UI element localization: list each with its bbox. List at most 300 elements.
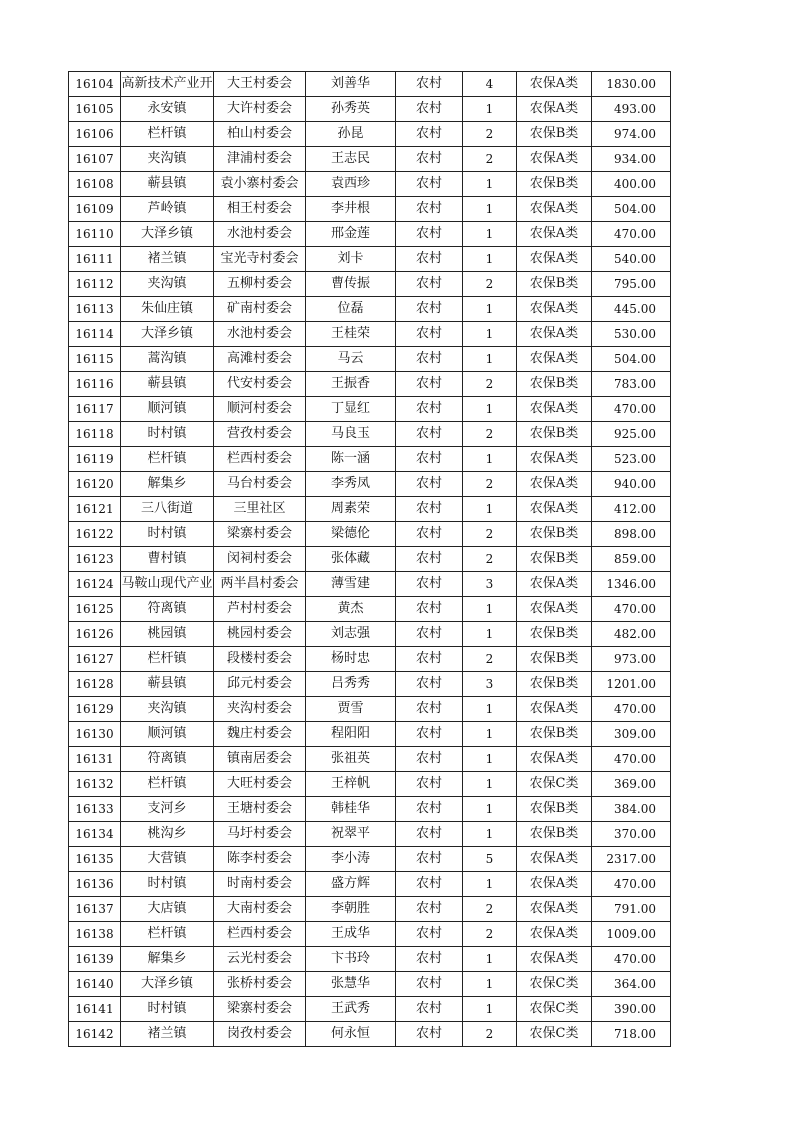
town-cell: 褚兰镇 xyxy=(121,1022,214,1047)
table-row xyxy=(69,322,671,347)
household-count-cell: 1 xyxy=(463,997,517,1022)
amount-cell: 523.00 xyxy=(592,447,671,472)
amount-cell: 934.00 xyxy=(592,147,671,172)
amount-cell: 974.00 xyxy=(592,122,671,147)
household-type-cell: 农村 xyxy=(396,872,463,897)
insurance-category-cell: 农保A类 xyxy=(517,922,592,947)
town-cell: 夹沟镇 xyxy=(121,272,214,297)
insurance-category-cell: 农保B类 xyxy=(517,272,592,297)
town-cell: 蕲县镇 xyxy=(121,372,214,397)
household-count-cell: 3 xyxy=(463,672,517,697)
record-id-cell: 16121 xyxy=(69,497,121,522)
insurance-category-cell: 农保B类 xyxy=(517,622,592,647)
person-name-cell: 吕秀秀 xyxy=(306,672,396,697)
village-committee-cell: 大王村委会 xyxy=(214,72,306,97)
person-name-cell: 李朝胜 xyxy=(306,897,396,922)
household-count-cell: 3 xyxy=(463,572,517,597)
record-id-cell: 16120 xyxy=(69,472,121,497)
table-row xyxy=(69,147,671,172)
person-name-cell: 杨时忠 xyxy=(306,647,396,672)
household-type-cell: 农村 xyxy=(396,347,463,372)
table-body xyxy=(69,72,671,1047)
town-cell: 马鞍山现代产业 xyxy=(121,572,214,597)
town-cell: 时村镇 xyxy=(121,422,214,447)
household-type-cell: 农村 xyxy=(396,847,463,872)
insurance-category-cell: 农保B类 xyxy=(517,647,592,672)
table-row xyxy=(69,897,671,922)
record-id-cell: 16123 xyxy=(69,547,121,572)
household-count-cell: 5 xyxy=(463,847,517,872)
village-committee-cell: 三里社区 xyxy=(214,497,306,522)
household-count-cell: 1 xyxy=(463,872,517,897)
insurance-category-cell: 农保A类 xyxy=(517,847,592,872)
record-id-cell: 16115 xyxy=(69,347,121,372)
village-committee-cell: 闵祠村委会 xyxy=(214,547,306,572)
insurance-category-cell: 农保A类 xyxy=(517,97,592,122)
household-count-cell: 2 xyxy=(463,122,517,147)
village-committee-cell: 张桥村委会 xyxy=(214,972,306,997)
amount-cell: 390.00 xyxy=(592,997,671,1022)
town-cell: 时村镇 xyxy=(121,872,214,897)
table-row xyxy=(69,697,671,722)
town-cell: 夹沟镇 xyxy=(121,147,214,172)
household-type-cell: 农村 xyxy=(396,147,463,172)
amount-cell: 470.00 xyxy=(592,697,671,722)
household-type-cell: 农村 xyxy=(396,722,463,747)
amount-cell: 1346.00 xyxy=(592,572,671,597)
household-type-cell: 农村 xyxy=(396,597,463,622)
table-row xyxy=(69,772,671,797)
record-id-cell: 16107 xyxy=(69,147,121,172)
household-count-cell: 1 xyxy=(463,822,517,847)
household-type-cell: 农村 xyxy=(396,322,463,347)
table-row xyxy=(69,222,671,247)
village-committee-cell: 栏西村委会 xyxy=(214,447,306,472)
record-id-cell: 16124 xyxy=(69,572,121,597)
village-committee-cell: 津浦村委会 xyxy=(214,147,306,172)
person-name-cell: 王武秀 xyxy=(306,997,396,1022)
household-type-cell: 农村 xyxy=(396,772,463,797)
town-cell: 桃园镇 xyxy=(121,622,214,647)
village-committee-cell: 梁寨村委会 xyxy=(214,997,306,1022)
table-row xyxy=(69,847,671,872)
person-name-cell: 薄雪建 xyxy=(306,572,396,597)
table-row xyxy=(69,447,671,472)
town-cell: 朱仙庄镇 xyxy=(121,297,214,322)
table-row xyxy=(69,247,671,272)
household-type-cell: 农村 xyxy=(396,697,463,722)
amount-cell: 370.00 xyxy=(592,822,671,847)
record-id-cell: 16130 xyxy=(69,722,121,747)
amount-cell: 309.00 xyxy=(592,722,671,747)
household-type-cell: 农村 xyxy=(396,197,463,222)
record-id-cell: 16117 xyxy=(69,397,121,422)
insurance-category-cell: 农保B类 xyxy=(517,372,592,397)
village-committee-cell: 营孜村委会 xyxy=(214,422,306,447)
record-id-cell: 16119 xyxy=(69,447,121,472)
village-committee-cell: 梁寨村委会 xyxy=(214,522,306,547)
person-name-cell: 卞书玲 xyxy=(306,947,396,972)
table-row xyxy=(69,1022,671,1047)
insurance-category-cell: 农保A类 xyxy=(517,947,592,972)
insurance-category-cell: 农保A类 xyxy=(517,197,592,222)
insurance-category-cell: 农保A类 xyxy=(517,697,592,722)
village-committee-cell: 宝光寺村委会 xyxy=(214,247,306,272)
record-id-cell: 16129 xyxy=(69,697,121,722)
amount-cell: 470.00 xyxy=(592,947,671,972)
household-count-cell: 2 xyxy=(463,272,517,297)
town-cell: 大泽乡镇 xyxy=(121,322,214,347)
household-type-cell: 农村 xyxy=(396,572,463,597)
person-name-cell: 梁德伦 xyxy=(306,522,396,547)
town-cell: 蒿沟镇 xyxy=(121,347,214,372)
person-name-cell: 马良玉 xyxy=(306,422,396,447)
town-cell: 符离镇 xyxy=(121,597,214,622)
record-id-cell: 16131 xyxy=(69,747,121,772)
record-id-cell: 16126 xyxy=(69,622,121,647)
amount-cell: 2317.00 xyxy=(592,847,671,872)
household-type-cell: 农村 xyxy=(396,947,463,972)
town-cell: 蕲县镇 xyxy=(121,672,214,697)
amount-cell: 1830.00 xyxy=(592,72,671,97)
insurance-category-cell: 农保B类 xyxy=(517,422,592,447)
insurance-category-cell: 农保C类 xyxy=(517,1022,592,1047)
table-row xyxy=(69,497,671,522)
amount-cell: 470.00 xyxy=(592,747,671,772)
table-row xyxy=(69,472,671,497)
household-type-cell: 农村 xyxy=(396,122,463,147)
amount-cell: 973.00 xyxy=(592,647,671,672)
insurance-category-cell: 农保A类 xyxy=(517,472,592,497)
insurance-category-cell: 农保C类 xyxy=(517,972,592,997)
data-table xyxy=(68,71,671,1047)
record-id-cell: 16134 xyxy=(69,822,121,847)
record-id-cell: 16135 xyxy=(69,847,121,872)
household-count-cell: 1 xyxy=(463,397,517,422)
person-name-cell: 孙秀英 xyxy=(306,97,396,122)
insurance-category-cell: 农保A类 xyxy=(517,297,592,322)
person-name-cell: 袁西珍 xyxy=(306,172,396,197)
village-committee-cell: 矿南村委会 xyxy=(214,297,306,322)
person-name-cell: 贾雪 xyxy=(306,697,396,722)
table-row xyxy=(69,347,671,372)
amount-cell: 718.00 xyxy=(592,1022,671,1047)
household-count-cell: 1 xyxy=(463,797,517,822)
table-row xyxy=(69,997,671,1022)
insurance-category-cell: 农保A类 xyxy=(517,397,592,422)
household-type-cell: 农村 xyxy=(396,547,463,572)
person-name-cell: 张慧华 xyxy=(306,972,396,997)
household-count-cell: 1 xyxy=(463,947,517,972)
table-row xyxy=(69,747,671,772)
household-type-cell: 农村 xyxy=(396,222,463,247)
village-committee-cell: 袁小寨村委会 xyxy=(214,172,306,197)
person-name-cell: 陈一涵 xyxy=(306,447,396,472)
person-name-cell: 邢金莲 xyxy=(306,222,396,247)
village-committee-cell: 大南村委会 xyxy=(214,897,306,922)
amount-cell: 470.00 xyxy=(592,597,671,622)
village-committee-cell: 柏山村委会 xyxy=(214,122,306,147)
insurance-category-cell: 农保B类 xyxy=(517,547,592,572)
household-count-cell: 2 xyxy=(463,897,517,922)
household-type-cell: 农村 xyxy=(396,897,463,922)
village-committee-cell: 代安村委会 xyxy=(214,372,306,397)
person-name-cell: 张祖英 xyxy=(306,747,396,772)
household-count-cell: 2 xyxy=(463,547,517,572)
household-type-cell: 农村 xyxy=(396,672,463,697)
table-row xyxy=(69,522,671,547)
table-row xyxy=(69,372,671,397)
household-count-cell: 1 xyxy=(463,172,517,197)
record-id-cell: 16111 xyxy=(69,247,121,272)
amount-cell: 504.00 xyxy=(592,347,671,372)
village-committee-cell: 五柳村委会 xyxy=(214,272,306,297)
household-count-cell: 1 xyxy=(463,322,517,347)
amount-cell: 791.00 xyxy=(592,897,671,922)
person-name-cell: 王振香 xyxy=(306,372,396,397)
person-name-cell: 刘志强 xyxy=(306,622,396,647)
record-id-cell: 16118 xyxy=(69,422,121,447)
person-name-cell: 李秀凤 xyxy=(306,472,396,497)
amount-cell: 364.00 xyxy=(592,972,671,997)
household-count-cell: 2 xyxy=(463,1022,517,1047)
amount-cell: 445.00 xyxy=(592,297,671,322)
town-cell: 大营镇 xyxy=(121,847,214,872)
amount-cell: 898.00 xyxy=(592,522,671,547)
amount-cell: 470.00 xyxy=(592,222,671,247)
village-committee-cell: 顺河村委会 xyxy=(214,397,306,422)
town-cell: 解集乡 xyxy=(121,947,214,972)
table-row xyxy=(69,672,671,697)
insurance-category-cell: 农保A类 xyxy=(517,147,592,172)
town-cell: 栏杆镇 xyxy=(121,647,214,672)
person-name-cell: 黄杰 xyxy=(306,597,396,622)
person-name-cell: 韩桂华 xyxy=(306,797,396,822)
town-cell: 蕲县镇 xyxy=(121,172,214,197)
insurance-category-cell: 农保A类 xyxy=(517,322,592,347)
person-name-cell: 周素荣 xyxy=(306,497,396,522)
household-type-cell: 农村 xyxy=(396,447,463,472)
table-row xyxy=(69,572,671,597)
insurance-category-cell: 农保B类 xyxy=(517,122,592,147)
household-type-cell: 农村 xyxy=(396,422,463,447)
amount-cell: 940.00 xyxy=(592,472,671,497)
insurance-category-cell: 农保A类 xyxy=(517,572,592,597)
town-cell: 曹村镇 xyxy=(121,547,214,572)
person-name-cell: 丁显红 xyxy=(306,397,396,422)
record-id-cell: 16104 xyxy=(69,72,121,97)
household-count-cell: 1 xyxy=(463,497,517,522)
record-id-cell: 16142 xyxy=(69,1022,121,1047)
household-count-cell: 2 xyxy=(463,522,517,547)
village-committee-cell: 岗孜村委会 xyxy=(214,1022,306,1047)
insurance-category-cell: 农保A类 xyxy=(517,247,592,272)
insurance-category-cell: 农保A类 xyxy=(517,747,592,772)
household-type-cell: 农村 xyxy=(396,272,463,297)
village-committee-cell: 段楼村委会 xyxy=(214,647,306,672)
household-count-cell: 1 xyxy=(463,247,517,272)
household-count-cell: 1 xyxy=(463,972,517,997)
town-cell: 芦岭镇 xyxy=(121,197,214,222)
record-id-cell: 16140 xyxy=(69,972,121,997)
insurance-category-cell: 农保A类 xyxy=(517,897,592,922)
insurance-category-cell: 农保C类 xyxy=(517,772,592,797)
amount-cell: 493.00 xyxy=(592,97,671,122)
amount-cell: 412.00 xyxy=(592,497,671,522)
town-cell: 时村镇 xyxy=(121,522,214,547)
village-committee-cell: 马圩村委会 xyxy=(214,822,306,847)
village-committee-cell: 栏西村委会 xyxy=(214,922,306,947)
household-count-cell: 1 xyxy=(463,772,517,797)
household-count-cell: 1 xyxy=(463,347,517,372)
record-id-cell: 16113 xyxy=(69,297,121,322)
household-type-cell: 农村 xyxy=(396,72,463,97)
town-cell: 夹沟镇 xyxy=(121,697,214,722)
table-row xyxy=(69,72,671,97)
record-id-cell: 16112 xyxy=(69,272,121,297)
record-id-cell: 16108 xyxy=(69,172,121,197)
insurance-category-cell: 农保A类 xyxy=(517,347,592,372)
household-count-cell: 2 xyxy=(463,422,517,447)
amount-cell: 482.00 xyxy=(592,622,671,647)
village-committee-cell: 云光村委会 xyxy=(214,947,306,972)
record-id-cell: 16106 xyxy=(69,122,121,147)
household-count-cell: 2 xyxy=(463,647,517,672)
town-cell: 解集乡 xyxy=(121,472,214,497)
person-name-cell: 何永恒 xyxy=(306,1022,396,1047)
insurance-category-cell: 农保B类 xyxy=(517,797,592,822)
amount-cell: 504.00 xyxy=(592,197,671,222)
household-type-cell: 农村 xyxy=(396,822,463,847)
town-cell: 大泽乡镇 xyxy=(121,222,214,247)
insurance-category-cell: 农保A类 xyxy=(517,872,592,897)
insurance-category-cell: 农保A类 xyxy=(517,447,592,472)
record-id-cell: 16128 xyxy=(69,672,121,697)
amount-cell: 530.00 xyxy=(592,322,671,347)
household-type-cell: 农村 xyxy=(396,247,463,272)
town-cell: 栏杆镇 xyxy=(121,447,214,472)
amount-cell: 470.00 xyxy=(592,872,671,897)
household-type-cell: 农村 xyxy=(396,647,463,672)
household-count-cell: 4 xyxy=(463,72,517,97)
household-count-cell: 1 xyxy=(463,722,517,747)
amount-cell: 1009.00 xyxy=(592,922,671,947)
village-committee-cell: 大旺村委会 xyxy=(214,772,306,797)
village-committee-cell: 两半昌村委会 xyxy=(214,572,306,597)
village-committee-cell: 相王村委会 xyxy=(214,197,306,222)
record-id-cell: 16116 xyxy=(69,372,121,397)
person-name-cell: 王梓帆 xyxy=(306,772,396,797)
town-cell: 栏杆镇 xyxy=(121,122,214,147)
town-cell: 永安镇 xyxy=(121,97,214,122)
amount-cell: 925.00 xyxy=(592,422,671,447)
table-row xyxy=(69,647,671,672)
village-committee-cell: 高滩村委会 xyxy=(214,347,306,372)
person-name-cell: 刘卡 xyxy=(306,247,396,272)
village-committee-cell: 陈李村委会 xyxy=(214,847,306,872)
table-row xyxy=(69,872,671,897)
record-id-cell: 16127 xyxy=(69,647,121,672)
town-cell: 符离镇 xyxy=(121,747,214,772)
record-id-cell: 16138 xyxy=(69,922,121,947)
record-id-cell: 16133 xyxy=(69,797,121,822)
insurance-category-cell: 农保B类 xyxy=(517,722,592,747)
insurance-category-cell: 农保A类 xyxy=(517,222,592,247)
table-row xyxy=(69,297,671,322)
town-cell: 支河乡 xyxy=(121,797,214,822)
amount-cell: 369.00 xyxy=(592,772,671,797)
household-type-cell: 农村 xyxy=(396,1022,463,1047)
record-id-cell: 16114 xyxy=(69,322,121,347)
insurance-category-cell: 农保B类 xyxy=(517,822,592,847)
household-type-cell: 农村 xyxy=(396,297,463,322)
amount-cell: 795.00 xyxy=(592,272,671,297)
village-committee-cell: 镇南居委会 xyxy=(214,747,306,772)
table-row xyxy=(69,172,671,197)
household-count-cell: 2 xyxy=(463,147,517,172)
insurance-category-cell: 农保B类 xyxy=(517,172,592,197)
household-type-cell: 农村 xyxy=(396,797,463,822)
person-name-cell: 孙昆 xyxy=(306,122,396,147)
town-cell: 栏杆镇 xyxy=(121,922,214,947)
village-committee-cell: 夹沟村委会 xyxy=(214,697,306,722)
table-row xyxy=(69,622,671,647)
household-count-cell: 2 xyxy=(463,922,517,947)
amount-cell: 384.00 xyxy=(592,797,671,822)
village-committee-cell: 马台村委会 xyxy=(214,472,306,497)
insurance-category-cell: 农保A类 xyxy=(517,72,592,97)
household-type-cell: 农村 xyxy=(396,747,463,772)
table-row xyxy=(69,722,671,747)
record-id-cell: 16137 xyxy=(69,897,121,922)
record-id-cell: 16141 xyxy=(69,997,121,1022)
town-cell: 大泽乡镇 xyxy=(121,972,214,997)
amount-cell: 783.00 xyxy=(592,372,671,397)
household-type-cell: 农村 xyxy=(396,622,463,647)
town-cell: 时村镇 xyxy=(121,997,214,1022)
record-id-cell: 16122 xyxy=(69,522,121,547)
household-count-cell: 2 xyxy=(463,372,517,397)
household-type-cell: 农村 xyxy=(396,472,463,497)
table-row xyxy=(69,597,671,622)
person-name-cell: 刘善华 xyxy=(306,72,396,97)
record-id-cell: 16105 xyxy=(69,97,121,122)
village-committee-cell: 水池村委会 xyxy=(214,222,306,247)
table-row xyxy=(69,422,671,447)
household-count-cell: 1 xyxy=(463,447,517,472)
village-committee-cell: 王塘村委会 xyxy=(214,797,306,822)
person-name-cell: 程阳阳 xyxy=(306,722,396,747)
table-row xyxy=(69,397,671,422)
insurance-category-cell: 农保A类 xyxy=(517,597,592,622)
record-id-cell: 16136 xyxy=(69,872,121,897)
household-type-cell: 农村 xyxy=(396,922,463,947)
town-cell: 褚兰镇 xyxy=(121,247,214,272)
record-id-cell: 16132 xyxy=(69,772,121,797)
household-count-cell: 2 xyxy=(463,472,517,497)
table-row xyxy=(69,972,671,997)
village-committee-cell: 水池村委会 xyxy=(214,322,306,347)
amount-cell: 540.00 xyxy=(592,247,671,272)
person-name-cell: 李小涛 xyxy=(306,847,396,872)
insurance-category-cell: 农保C类 xyxy=(517,997,592,1022)
record-id-cell: 16125 xyxy=(69,597,121,622)
table-row xyxy=(69,822,671,847)
household-type-cell: 农村 xyxy=(396,97,463,122)
town-cell: 高新技术产业开 xyxy=(121,72,214,97)
household-count-cell: 1 xyxy=(463,597,517,622)
household-count-cell: 1 xyxy=(463,697,517,722)
